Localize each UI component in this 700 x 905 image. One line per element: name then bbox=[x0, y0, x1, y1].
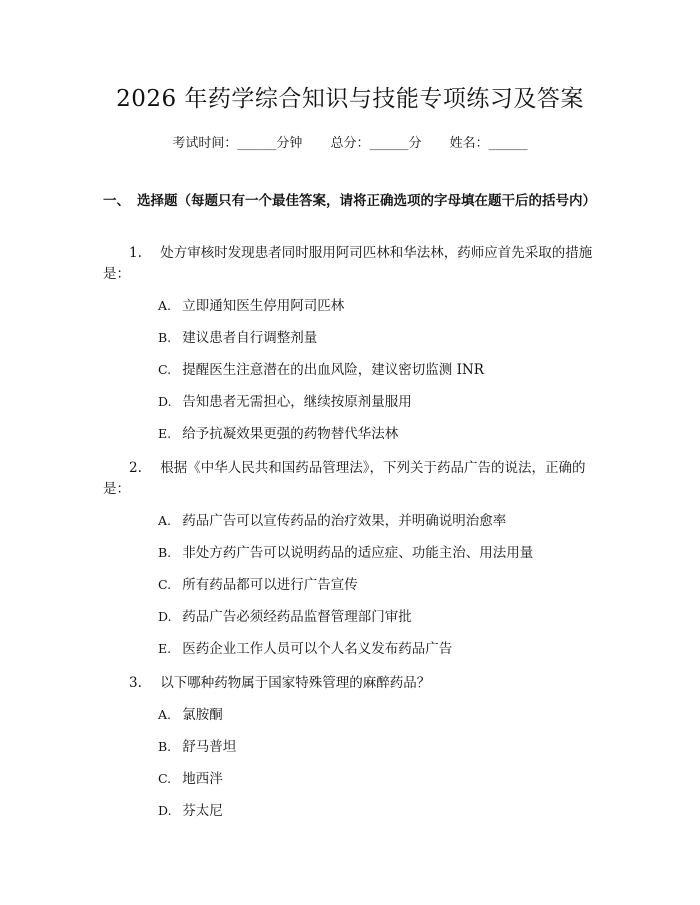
exam-meta bbox=[0, 132, 700, 151]
option-2c bbox=[158, 576, 598, 594]
question-number: 3. bbox=[129, 675, 142, 691]
option-letter: C. bbox=[158, 362, 172, 377]
option-letter: B. bbox=[158, 330, 172, 345]
option-1c bbox=[158, 361, 598, 379]
option-letter: E. bbox=[158, 641, 172, 656]
question-number: 1. bbox=[129, 245, 142, 261]
option-letter: C. bbox=[158, 577, 172, 592]
option-2b bbox=[158, 544, 598, 562]
option-letter: E. bbox=[158, 426, 172, 441]
option-3a bbox=[158, 706, 598, 724]
option-letter: B. bbox=[158, 545, 172, 560]
option-text: 告知患者无需担心，继续按原剂量服用 bbox=[182, 394, 412, 410]
document-title: 2026 年药学综合知识与技能专项练习及答案 bbox=[116, 86, 584, 112]
section-number: 一、 bbox=[103, 193, 130, 209]
option-text: 氯胺酮 bbox=[182, 707, 223, 723]
option-letter: A. bbox=[158, 298, 172, 313]
question-text: 处方审核时发现患者同时服用阿司匹林和华法林，药师应首先采取的措施是： bbox=[103, 245, 593, 282]
option-letter: A. bbox=[158, 707, 172, 722]
option-1b bbox=[158, 329, 598, 347]
option-text: 药品广告可以宣传药品的治疗效果，并明确说明治愈率 bbox=[182, 513, 507, 529]
question-text: 以下哪种药物属于国家特殊管理的麻醉药品？ bbox=[160, 675, 431, 691]
student-name: 姓名：______ bbox=[449, 136, 528, 151]
option-2e bbox=[158, 640, 598, 658]
option-letter: B. bbox=[158, 739, 172, 754]
option-letter: A. bbox=[158, 513, 172, 528]
question-3 bbox=[103, 673, 598, 694]
exam-score: 总分：______分 bbox=[330, 136, 422, 151]
question-text: 根据《中华人民共和国药品管理法》，下列关于药品广告的说法，正确的是： bbox=[103, 460, 586, 497]
option-2d bbox=[158, 608, 598, 626]
option-letter: D. bbox=[158, 803, 172, 818]
option-text: 非处方药广告可以说明药品的适应症、功能主治、用法用量 bbox=[182, 545, 534, 561]
option-3c bbox=[158, 770, 598, 788]
option-1d bbox=[158, 393, 598, 411]
question-number: 2. bbox=[129, 460, 142, 476]
option-2a bbox=[158, 512, 598, 530]
option-3b bbox=[158, 738, 598, 756]
option-text: 芬太尼 bbox=[182, 803, 223, 819]
option-text: 医药企业工作人员可以个人名义发布药品广告 bbox=[182, 641, 453, 657]
option-text: 地西泮 bbox=[182, 771, 223, 787]
option-text: 给予抗凝效果更强的药物替代华法林 bbox=[182, 426, 399, 442]
section-heading bbox=[103, 192, 598, 211]
exam-time: 考试时间：______分钟 bbox=[172, 136, 303, 151]
option-1a bbox=[158, 297, 598, 315]
option-letter: D. bbox=[158, 609, 172, 624]
option-1e bbox=[158, 425, 598, 443]
option-text: 所有药品都可以进行广告宣传 bbox=[182, 577, 358, 593]
option-text: 提醒医生注意潜在的出血风险，建议密切监测 INR bbox=[182, 362, 484, 378]
question-1 bbox=[103, 243, 598, 285]
question-2 bbox=[103, 458, 598, 500]
option-letter: D. bbox=[158, 394, 172, 409]
option-letter: C. bbox=[158, 771, 172, 786]
option-text: 建议患者自行调整剂量 bbox=[182, 330, 318, 346]
option-text: 舒马普坦 bbox=[182, 739, 237, 755]
option-3d bbox=[158, 802, 598, 820]
option-text: 立即通知医生停用阿司匹林 bbox=[182, 298, 345, 314]
section-text: 选择题（每题只有一个最佳答案，请将正确选项的字母填在题干后的括号内） bbox=[137, 193, 596, 209]
option-text: 药品广告必须经药品监督管理部门审批 bbox=[182, 609, 412, 625]
